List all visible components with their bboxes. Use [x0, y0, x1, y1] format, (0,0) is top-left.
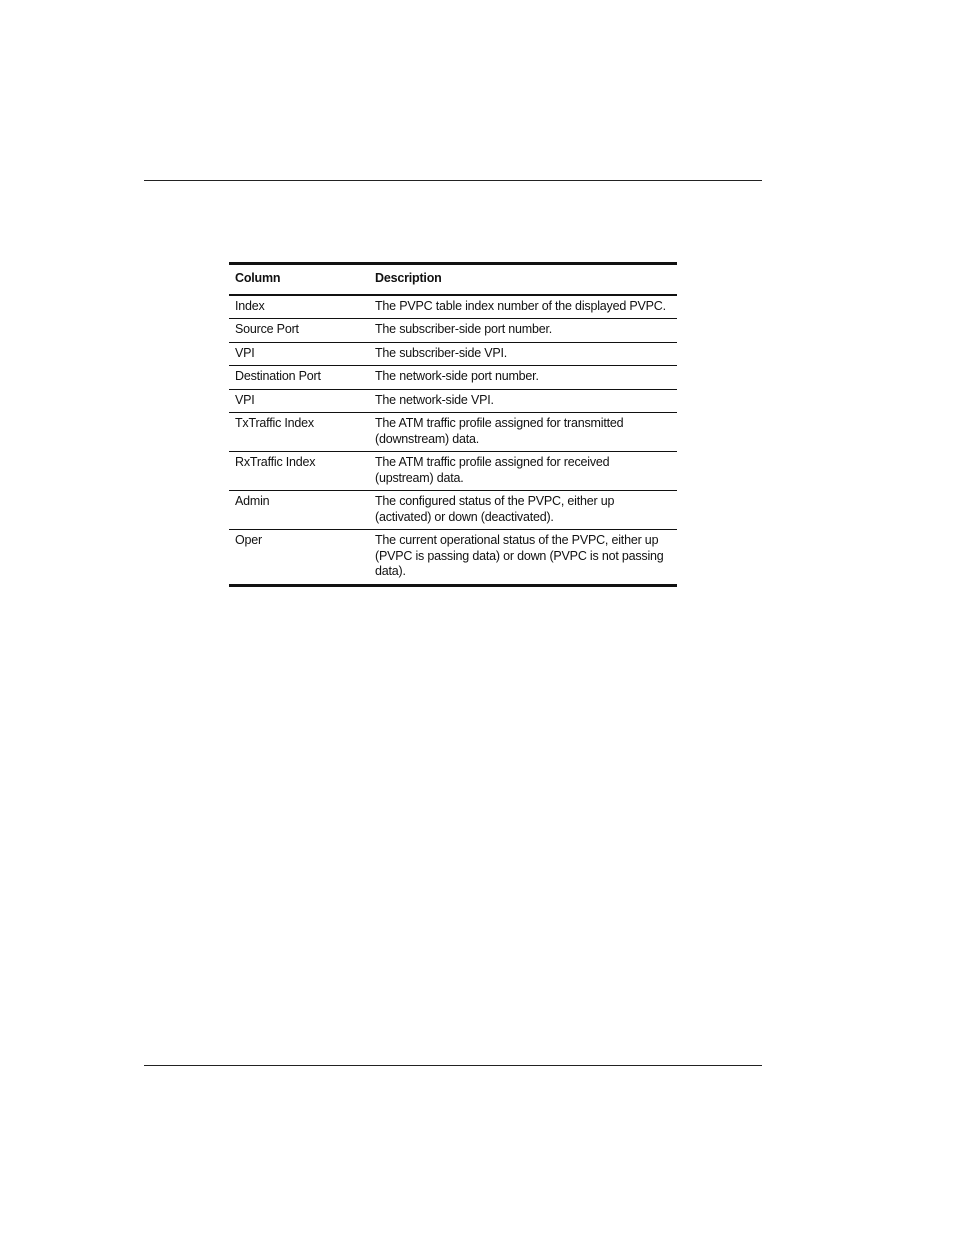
description-header: Description: [375, 271, 442, 285]
table-row: [229, 342, 677, 366]
row-description: The configured status of the PVPC, either up (activated) or down (deactivated).: [375, 494, 615, 524]
row-description: The current operational status of the PVPC, either up (PVPC is passing data) or down (PVPC is not passing data).: [375, 533, 664, 578]
column-header: Column: [235, 271, 281, 285]
row-column-name: Index: [235, 298, 265, 313]
row-column-name: VPI: [235, 392, 255, 407]
row-description: The ATM traffic profile assigned for transmitted (downstream) data.: [375, 416, 624, 446]
table-row: [229, 319, 677, 343]
table-row: [229, 389, 677, 413]
row-description: The ATM traffic profile assigned for received (upstream) data.: [375, 455, 610, 485]
row-column-name: Admin: [235, 494, 270, 508]
table-row: [229, 366, 677, 390]
table-header-row: [229, 264, 677, 295]
table-row: [229, 491, 677, 530]
row-description: The PVPC table index number of the displayed PVPC.: [375, 298, 666, 313]
row-column-name: VPI: [235, 345, 255, 360]
row-column-name: Source Port: [235, 322, 299, 336]
table-row: [229, 530, 677, 586]
table-row: [229, 295, 677, 319]
row-column-name: Oper: [235, 533, 262, 547]
footer-rule: [144, 1065, 762, 1066]
pvpc-column-table: [229, 262, 677, 587]
row-column-name: Destination Port: [235, 369, 321, 383]
table: [229, 262, 677, 587]
row-column-name: RxTraffic Index: [235, 455, 316, 469]
row-description: The network-side port number.: [375, 369, 539, 383]
header-rule: [144, 180, 762, 181]
table-row: [229, 413, 677, 452]
row-description: The subscriber-side VPI.: [375, 345, 508, 360]
table-row: [229, 452, 677, 491]
row-description: The network-side VPI.: [375, 392, 494, 407]
row-column-name: TxTraffic Index: [235, 416, 314, 430]
row-description: The subscriber-side port number.: [375, 322, 553, 336]
